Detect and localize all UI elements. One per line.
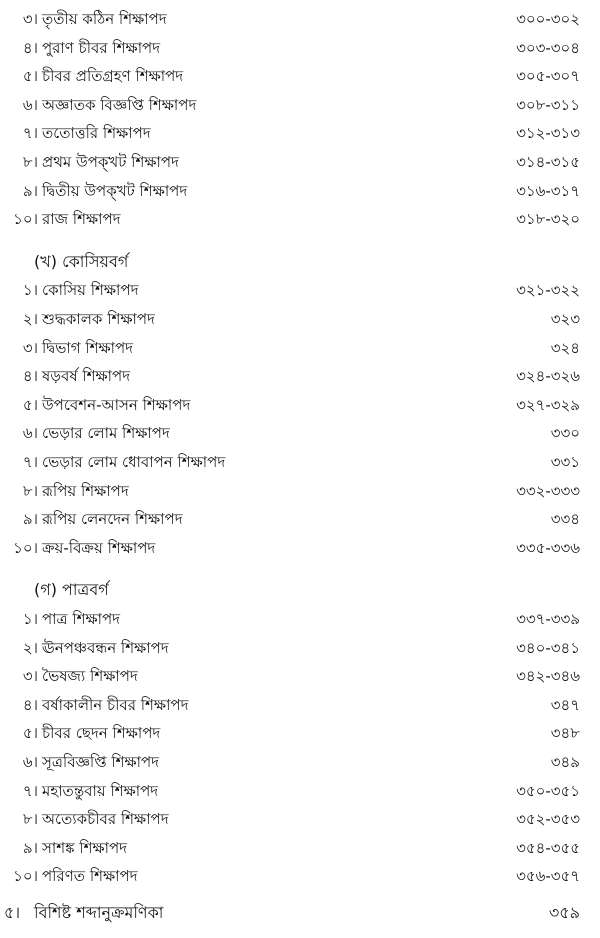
toc-entry [0, 149, 600, 175]
entry-page-range: ৩২৪ [550, 338, 580, 357]
toc-entry [0, 6, 600, 32]
entry-number: ৩। [22, 338, 38, 357]
entry-number: ১। [22, 281, 38, 300]
entry-number: ৮। [22, 810, 38, 829]
entry-page-range: ৩২৩ [550, 310, 580, 328]
toc-entry [0, 720, 600, 746]
toc-entry [0, 35, 600, 61]
entry-number: ৯। [22, 510, 38, 529]
entry-page-range: ৩২৪-৩২৬ [516, 367, 580, 386]
toc-entry [0, 835, 600, 861]
entry-page-range: ৩৫৬-৩৫৭ [516, 867, 580, 886]
entry-title: কোসিয় শিক্ষাপদ [42, 281, 139, 300]
entry-page-range: ৩৪২-৩৪৬ [516, 667, 580, 686]
entry-number: ১। [22, 610, 38, 628]
entry-number: ৯। [22, 181, 38, 200]
toc-entry [0, 120, 600, 146]
toc-entry [0, 506, 600, 532]
entry-number: ৩। [22, 10, 38, 28]
toc-entry [0, 335, 600, 361]
toc-entry [0, 178, 600, 204]
entry-page-range: ৩১৮-৩২০ [516, 210, 580, 229]
entry-page-range: ৩০৮-৩১১ [516, 95, 580, 114]
entry-page-range: ৩৪০-৩৪১ [516, 638, 580, 657]
entry-page-range: ৩৩৫-৩৩৬ [516, 538, 580, 557]
entry-number: ২। [22, 638, 38, 657]
toc-entry [0, 206, 600, 232]
entry-title: শুদ্ধকালক শিক্ষাপদ [42, 310, 155, 328]
entry-title: বিশিষ্ট শব্দানুক্রমণিকা [34, 903, 164, 922]
entry-number: ৪। [22, 38, 38, 57]
entry-title: ঊনপঞ্চবন্ধন শিক্ষাপদ [42, 638, 169, 657]
entry-page-range: ৩৩০ [550, 424, 580, 443]
entry-page-range: ৩৩১ [550, 453, 580, 471]
entry-title: চীবর প্রতিগ্রহণ শিক্ষাপদ [42, 67, 184, 86]
entry-title: সূত্রবিজ্ঞপ্তি শিক্ষাপদ [42, 753, 160, 771]
entry-number: ৪। [22, 695, 38, 714]
entry-number: ১০। [13, 538, 38, 557]
entry-number: ৫। [22, 67, 38, 86]
entry-title: ভেড়ার লোম ধোবাপন শিক্ষাপদ [42, 453, 226, 471]
entry-number: ৫। [22, 724, 38, 743]
entry-title: চীবর ছেদন শিক্ষাপদ [42, 724, 161, 743]
entry-page-range: ৩৫৯ [548, 903, 580, 922]
entry-page-range: ৩০৩-৩০৪ [516, 38, 580, 57]
entry-title: রাজ শিক্ষাপদ [42, 210, 121, 229]
entry-number: ৭। [22, 453, 38, 471]
toc-entry [0, 277, 600, 303]
entry-title: রূপিয় লেনদেন শিক্ষাপদ [42, 510, 183, 529]
toc-entry [0, 749, 600, 775]
toc-entry [0, 806, 600, 832]
toc-entry [0, 778, 600, 804]
entry-title: উপবেশন-আসন শিক্ষাপদ [42, 395, 191, 414]
entry-page-range: ৩২৭-৩২৯ [516, 395, 580, 414]
toc-entry [0, 863, 600, 889]
entry-number: ৭। [22, 781, 38, 800]
entry-number: ৭। [22, 124, 38, 143]
final-entry [0, 900, 600, 926]
toc-entry [0, 692, 600, 718]
entry-title: রূপিয় শিক্ষাপদ [42, 481, 129, 500]
entry-page-range: ৩৫০-৩৫১ [516, 781, 580, 800]
entry-number: ৩। [22, 667, 38, 686]
toc-entry [0, 92, 600, 118]
entry-page-range: ৩৪৯ [550, 753, 580, 771]
toc-entry [0, 449, 600, 475]
entry-page-range: ৩০৫-৩০৭ [516, 67, 580, 86]
toc-entry [0, 663, 600, 689]
toc-entry [0, 306, 600, 332]
entry-number: ১০। [13, 867, 38, 886]
entry-title: অজ্ঞাতক বিজ্ঞপ্তি শিক্ষাপদ [42, 95, 197, 114]
entry-title: দ্বিতীয় উপক্খট শিক্ষাপদ [42, 181, 188, 200]
entry-number: ৮। [22, 153, 38, 171]
entry-page-range: ৩১৬-৩১৭ [516, 181, 580, 200]
toc-entry [0, 535, 600, 561]
section-heading: (খ) কোসিয়বর্গ [34, 251, 129, 271]
entry-page-range: ৩১৪-৩১৫ [516, 153, 580, 171]
entry-number: ২। [22, 310, 38, 328]
toc-entry [0, 606, 600, 632]
entry-page-range: ৩১২-৩১৩ [516, 124, 580, 143]
entry-title: সাশঙ্ক শিক্ষাপদ [42, 838, 128, 857]
entry-number: ৮। [22, 481, 38, 500]
entry-title: প্রথম উপক্খট শিক্ষাপদ [42, 153, 179, 171]
entry-title: তৃতীয় কঠিন শিক্ষাপদ [42, 10, 167, 28]
entry-number: ৬। [22, 753, 38, 771]
entry-page-range: ৩২১-৩২২ [516, 281, 580, 300]
entry-title: ভৈষজ্য শিক্ষাপদ [42, 667, 138, 686]
entry-title: পুরাণ চীবর শিক্ষাপদ [42, 38, 161, 57]
entry-number: ৬। [22, 424, 38, 443]
entry-page-range: ৩৪৭ [550, 695, 580, 714]
entry-title: পাত্র শিক্ষাপদ [42, 610, 121, 628]
entry-number: ৬। [22, 95, 38, 114]
entry-page-range: ৩৪৮ [550, 724, 580, 743]
entry-title: পরিণত শিক্ষাপদ [42, 867, 138, 886]
entry-number: ৪। [22, 367, 38, 386]
entry-title: ষড়বর্ষ শিক্ষাপদ [42, 367, 131, 386]
entry-page-range: ৩০০-৩০২ [516, 10, 580, 28]
entry-number: ৫। [22, 395, 38, 414]
entry-title: দ্বিভাগ শিক্ষাপদ [42, 338, 134, 357]
entry-number: ৫। [4, 903, 21, 922]
entry-title: ভেড়ার লোম শিক্ষাপদ [42, 424, 170, 443]
entry-number: ৯। [22, 838, 38, 857]
entry-page-range: ৩৩৭-৩৩৯ [516, 610, 580, 628]
entry-title: ক্রয়-বিক্রয় শিক্ষাপদ [42, 538, 156, 557]
entry-title: মহাতন্তুবায় শিক্ষাপদ [42, 781, 159, 800]
toc-entry [0, 392, 600, 418]
entry-number: ১০। [13, 210, 38, 229]
entry-title: অত্যেকচীবর শিক্ষাপদ [42, 810, 169, 829]
entry-page-range: ৩৩২-৩৩৩ [516, 481, 580, 500]
entry-title: বর্ষাকালীন চীবর শিক্ষাপদ [42, 695, 189, 714]
toc-entry [0, 635, 600, 661]
entry-page-range: ৩৫৪-৩৫৫ [516, 838, 580, 857]
entry-page-range: ৩৫২-৩৫৩ [516, 810, 580, 829]
toc-entry [0, 420, 600, 446]
entry-page-range: ৩৩৪ [550, 510, 580, 529]
toc-entry [0, 478, 600, 504]
toc-entry [0, 63, 600, 89]
entry-title: ততোত্তরি শিক্ষাপদ [42, 124, 151, 143]
section-heading: (গ) পাত্রবর্গ [34, 580, 109, 600]
toc-entry [0, 363, 600, 389]
